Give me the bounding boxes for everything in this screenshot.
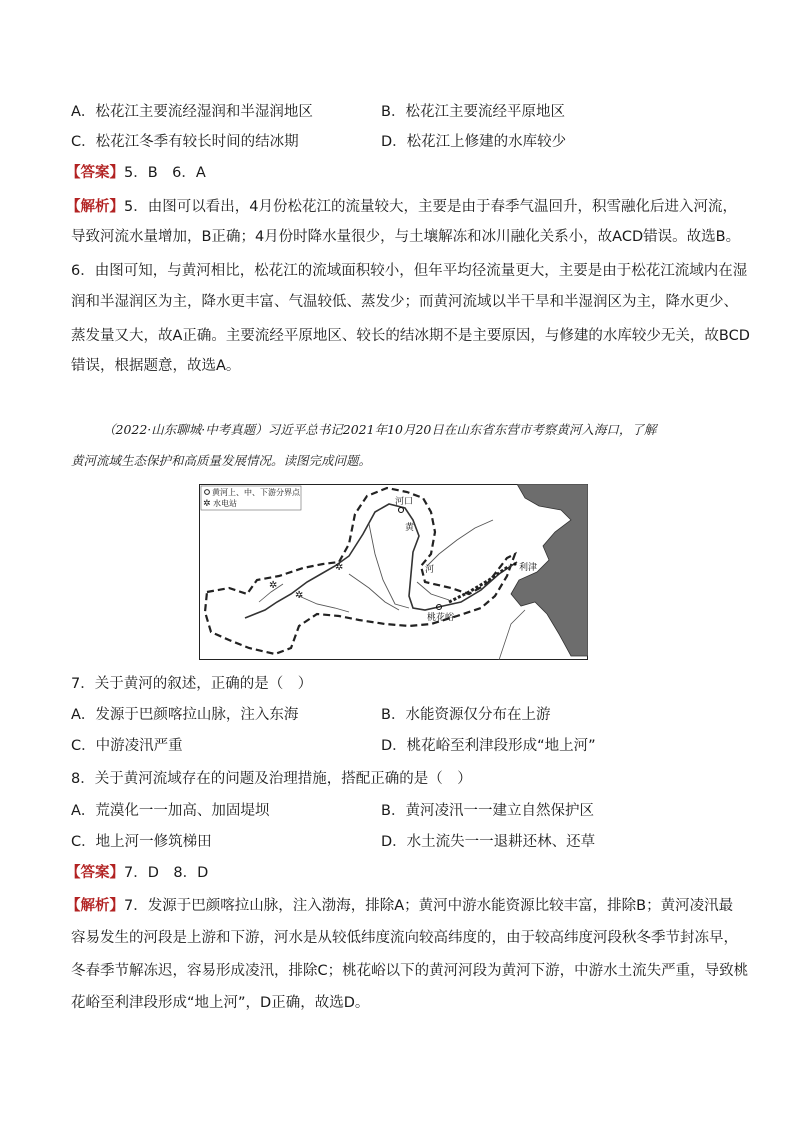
- analysis-6-line-1: 6．由图可知，与黄河相比，松花江的流域面积较小，但年平均径流量更大，主要是由于松花江流域内在湿: [71, 263, 748, 279]
- q8-option-a: A．荒漠化一一加高、加固堤坝: [71, 803, 270, 819]
- answer-7-8: [66, 863, 208, 883]
- q8-stem: 8．关于黄河流域存在的问题及治理措施，搭配正确的是（ ）: [71, 771, 472, 787]
- q7-stem: 7．关于黄河的叙述，正确的是（ ）: [71, 676, 313, 692]
- q7-option-a: A．发源于巴颜喀拉山脉，注入东海: [71, 707, 299, 723]
- q8-option-b: B．黄河凌汛一一建立自然保护区: [381, 803, 594, 819]
- hydropower-station-icon: ✲: [295, 590, 304, 601]
- analysis-7-line-1: [66, 896, 733, 916]
- q6-option-a: A．松花江主要流经湿润和半湿润地区: [71, 104, 313, 120]
- q7-option-b: B．水能资源仅分布在上游: [381, 707, 551, 723]
- q8-option-d: D．水土流失一一退耕还林、还草: [381, 834, 596, 850]
- q6-option-c: C．松花江冬季有较长时间的结冰期: [71, 134, 299, 150]
- label-he: 河: [425, 565, 435, 575]
- analysis-6-line-4: 错误，根据题意，故选A。: [71, 358, 241, 374]
- analysis-tag: 【解析】: [66, 199, 124, 215]
- legend-boundary-label: 黄河上、中、下游分界点: [212, 488, 300, 497]
- analysis-5-line-2: 导致河流水量增加，B正确；4月份时降水量很少，与土壤解冻和冰川融化关系小，故ACD错误。故选B。: [71, 229, 741, 245]
- hydropower-icon: ✲: [203, 499, 211, 509]
- answer-5-6: [66, 163, 206, 183]
- yellow-river-map: [199, 484, 588, 660]
- q6-option-b: B．松花江主要流经平原地区: [381, 104, 565, 120]
- lijin-dot: [513, 562, 516, 565]
- hydropower-station-icon: ✲: [335, 562, 344, 573]
- answer-tag: 【答案】: [66, 165, 124, 181]
- label-huang: 黄: [405, 523, 415, 533]
- q7-option-d: D．桃花峪至利津段形成“地上河”: [381, 738, 596, 754]
- answer-text: 5．B 6．A: [124, 165, 206, 181]
- hydropower-station-icon: ✲: [269, 580, 278, 591]
- question-source-line-2: 黄河流域生态保护和高质量发展情况。读图完成问题。: [71, 453, 372, 468]
- analysis-7-line-4: 花峪至利津段形成“地上河”，D正确，故选D。: [71, 995, 370, 1011]
- label-lijin: 利津: [519, 563, 538, 573]
- label-hekou: 河口: [395, 497, 414, 507]
- q7-option-c: C．中游凌汛严重: [71, 738, 183, 754]
- question-source-line-1: （2022·山东聊城·中考真题）习近平总书记2021年10月20日在山东省东营市考察黄河入海口，了解: [103, 422, 657, 437]
- answer-text: 7．D 8．D: [124, 865, 209, 881]
- analysis-7-line-3: 冬春季节解冻迟，容易形成凌汛，排除C；桃花峪以下的黄河河段为黄河下游，中游水土流失严重，导致桃: [71, 963, 749, 979]
- legend-station-label: 水电站: [213, 499, 237, 508]
- analysis-6-line-2: 润和半湿润区为主，降水更丰富、气温较低、蒸发少；而黄河流域以半干旱和半湿润区为主，降水更少、: [71, 294, 738, 310]
- analysis-tag: 【解析】: [66, 898, 124, 914]
- label-taohuayu: 桃花峪: [427, 613, 455, 623]
- q6-option-d: D．松花江上修建的水库较少: [381, 134, 567, 150]
- analysis-7-line-2: 容易发生的河段是上游和下游，河水是从较低纬度流向较高纬度的，由于较高纬度河段秋冬季节封冻早，: [71, 930, 738, 946]
- analysis-text: 7．发源于巴颜喀拉山脉，注入渤海，排除A；黄河中游水能资源比较丰富，排除B；黄河凌汛最: [124, 898, 734, 914]
- answer-tag: 【答案】: [66, 865, 124, 881]
- analysis-text: 5．由图可以看出，4月份松花江的流量较大，主要是由于春季气温回升，积雪融化后进入河流，: [124, 199, 737, 215]
- analysis-6-line-3: 蒸发量又大，故A正确。主要流经平原地区、较长的结冰期不是主要原因，与修建的水库较少无关，故BCD: [71, 328, 750, 344]
- analysis-5-line-1: [66, 197, 737, 217]
- q8-option-c: C．地上河一修筑梯田: [71, 834, 212, 850]
